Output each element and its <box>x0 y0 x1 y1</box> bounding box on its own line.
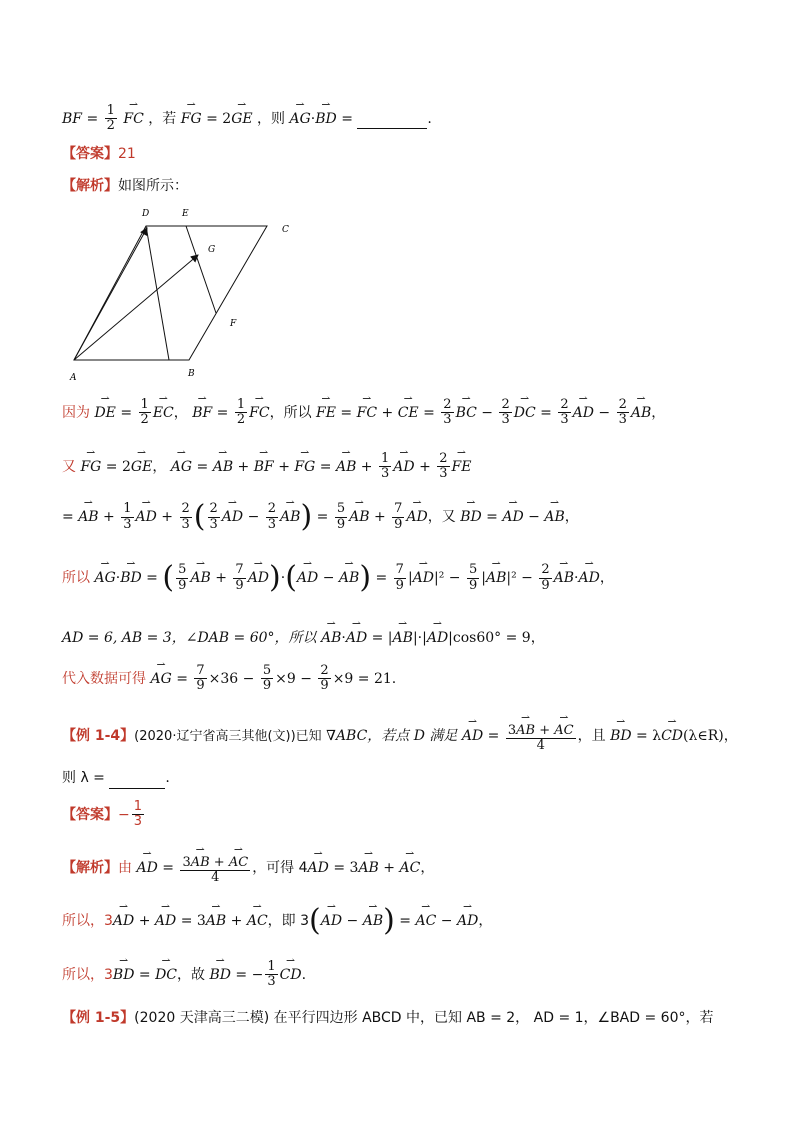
example-1-5 <box>62 1010 714 1028</box>
given-values: AD = 6, AB = 3，∠DAB = 60°，所以 <box>62 630 317 646</box>
problem-line: BF = $\frac{1}{2}$ ⇀ FC ，若 ⇀ FG = 2⇀ GE ，则 ⇀ AG·⇀ BD = . <box>62 104 432 134</box>
text-then: ，则 <box>257 110 290 127</box>
label-g: G <box>208 245 216 255</box>
analysis-2-line-1: 【解析】由 ⇀ AD = $\frac{3⇀ AB + ⇀ AC}{4}$ ，可得 4⇀ AD = 3⇀ AB + ⇀ AC， <box>62 850 434 886</box>
so-text: 所以，3 <box>62 913 113 929</box>
vector-fc: ⇀ FC <box>123 105 143 129</box>
example-text-3: (λ∈R)， <box>683 727 738 744</box>
solution-line-6: 代入数据可得 ⇀ AG = $\frac{7}{9}$ ×36 − $\frac{5}{9}$ ×9 − $\frac{2}{9}$ ×9 = 21. <box>62 664 396 694</box>
fraction: $\frac{1}{2}$ <box>106 103 115 134</box>
equals-two: = 2 <box>206 110 232 127</box>
question-text: 则 λ = <box>62 770 110 786</box>
example-text-1: ABC，若点 D 满足 <box>335 727 458 744</box>
vector-ge: ⇀ GE <box>231 105 252 129</box>
analysis-tag: 【解析】 <box>62 178 118 194</box>
so-text: 所以，3 <box>62 966 113 983</box>
term-1: ×36 − <box>208 670 259 687</box>
example-1-4-question <box>62 770 170 789</box>
dot-op: · <box>310 110 316 127</box>
vector-ad-line <box>74 228 147 360</box>
vector-bf: BF <box>62 110 83 127</box>
solution-line-4: 所以 ⇀ AG·⇀ BD = ( $\frac{5}{9}$ ⇀ AB + $\frac{7}{9}$ ⇀ AD)·(⇀ AD − ⇀ AB) = $\frac{7}{9}$ |⇀ AD|² − $\frac{5}{9}$ |⇀ AB|² − $\frac{2}{9}$ ⇀ AB·⇀ AD， <box>62 563 614 593</box>
label-d: D <box>142 209 150 219</box>
text-if: ，若 <box>148 110 181 127</box>
solution-line-5: AD = 6, AB = 3，∠DAB = 60°，所以 ⇀ AB·⇀ AD = |⇀ AB|·|⇀ AD|cos60° = 9， <box>62 624 545 648</box>
label-e: E <box>182 209 189 219</box>
label-f: F <box>230 319 237 329</box>
period: . <box>427 110 432 127</box>
hence-text: ，故 <box>177 966 206 983</box>
namely-text: ，即 3 <box>267 913 310 929</box>
answer-blank <box>109 770 165 789</box>
vector-bd: ⇀ BD <box>315 105 337 129</box>
example-tag: 【例 1-4】 <box>62 727 135 744</box>
answer-fraction: $\frac{1}{3}$ <box>133 799 143 830</box>
analysis-intro: 如图所示： <box>118 178 188 194</box>
answer-sign: − <box>118 806 130 823</box>
analysis-2-line-2: 所以，3⇀ AD + ⇀ AD = 3⇀ AB + ⇀ AC，即 3(⇀ AD − ⇀ AB) = ⇀ AC − ⇀ AD， <box>62 906 492 936</box>
example-tag: 【例 1-5】 <box>62 1010 135 1026</box>
because-text: 因为 <box>62 404 90 421</box>
example-source: (2020·辽宁省高三其他(文))已知 <box>134 728 322 744</box>
also-text: 又 <box>62 458 76 475</box>
equals: = <box>341 110 358 127</box>
solution-line-1: 因为 ⇀ DE = $\frac{1}{2}$ ⇀ EC， ⇀ BF = $\frac{1}{2}$ ⇀ FC，所以 ⇀ FE = ⇀ FC + ⇀ CE = $\frac{2}{3}$ ⇀ BC − $\frac{2}{3}$ ⇀ DC = $\frac{2}{3}$ ⇀ AD − $\frac{2}{3}$ ⇀ AB， <box>62 398 665 428</box>
answer-line-2 <box>62 800 146 830</box>
segment-ef <box>186 226 216 313</box>
analysis-tag: 【解析】 <box>62 859 118 876</box>
therefore-text: 所以 <box>62 570 90 586</box>
period: . <box>165 770 170 786</box>
solution-line-2: 又 ⇀ FG = 2⇀ GE， ⇀ AG = ⇀ AB + ⇀ BF + ⇀ FG = ⇀ AB + $\frac{1}{3}$ ⇀ AD + $\frac{2}{3}$ ⇀ FE <box>62 452 471 482</box>
vector-ag-line <box>74 255 198 360</box>
label-c: C <box>282 225 289 235</box>
example-text: (2020 天津高三二模) 在平行四边形 ABCD 中，已知 AB = 2， AD = 1，∠BAD = 60°，若 <box>134 1010 714 1026</box>
analysis-2-line-3: 所以，3⇀ BD = ⇀ DC，故 ⇀ BD = − $\frac{1}{3}$ ⇀ CD. <box>62 960 306 990</box>
answer-tag: 【答案】 <box>62 146 118 162</box>
parallelogram-abcd <box>74 226 267 360</box>
term-2: ×9 − <box>275 670 317 687</box>
triangle-symbol: ∇ <box>326 727 336 744</box>
derive-text: ，可得 4 <box>252 859 308 876</box>
term-3: ×9 = 21. <box>332 670 397 687</box>
parallelogram-figure <box>62 200 322 385</box>
answer-line <box>62 146 136 164</box>
vector-fg: ⇀ FG <box>181 105 202 129</box>
solution-line-3: = ⇀ AB + $\frac{1}{3}$ ⇀ AD + $\frac{2}{3}$ ( $\frac{2}{3}$ ⇀ AD − $\frac{2}{3}$ ⇀ AB) = $\frac{5}{9}$ ⇀ AB + $\frac{7}{9}$ ⇀ AD，又 ⇀ BD = ⇀ AD − ⇀ AB， <box>62 502 579 532</box>
answer-blank <box>357 111 427 130</box>
vector-ag: ⇀ AG <box>290 105 311 129</box>
segment-df <box>146 226 169 360</box>
answer-value: 21 <box>118 146 136 162</box>
from-text: 由 <box>118 859 132 876</box>
label-b: B <box>188 369 195 379</box>
label-a: A <box>70 373 77 383</box>
answer-tag: 【答案】 <box>62 806 118 823</box>
substitute-text: 代入数据可得 <box>62 670 146 687</box>
cos-result: cos60° = 9， <box>452 630 545 646</box>
example-1-4: 【例 1-4】(2020·辽宁省高三其他(文))已知 ∇ABC，若点 D 满足 ⇀ AD = $\frac{3⇀ AB + ⇀ AC}{4}$ ，且 ⇀ BD = λ⇀ CD(λ∈R)， <box>62 718 738 754</box>
example-text-2: ，且 <box>577 727 606 744</box>
analysis-line <box>62 178 188 196</box>
